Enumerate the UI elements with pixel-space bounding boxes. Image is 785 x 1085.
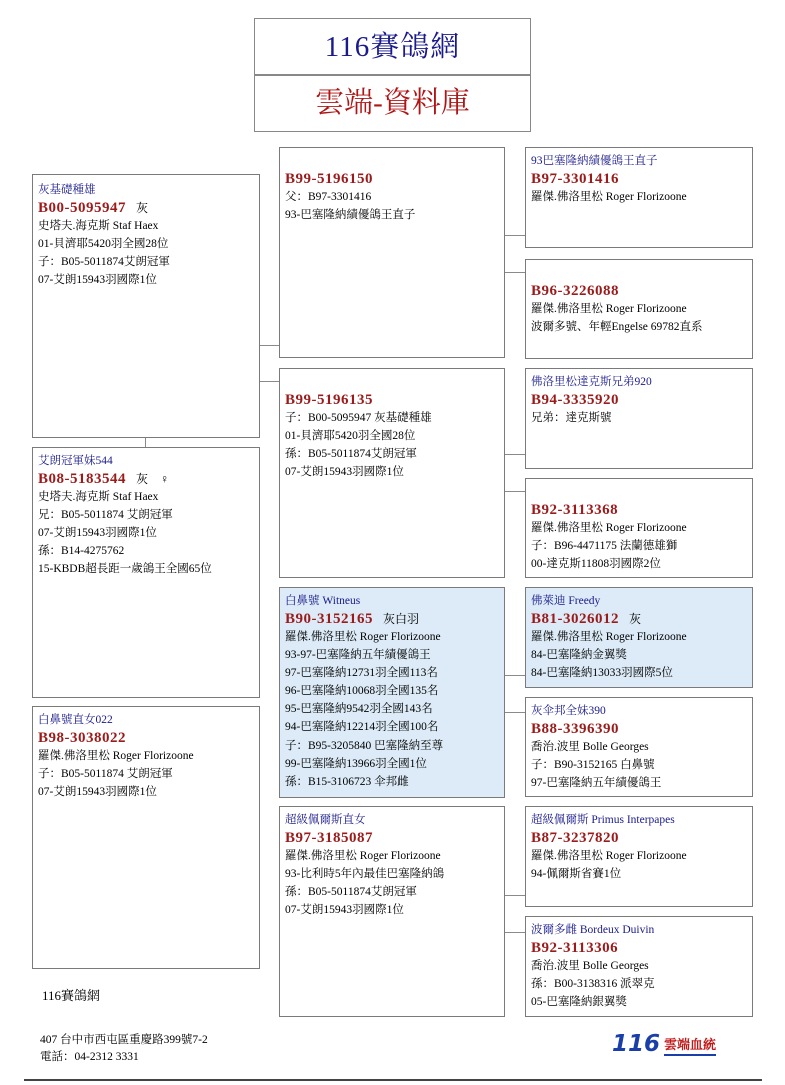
- detail-line: 07-艾朗15943羽國際1位: [38, 274, 157, 287]
- ring-number: B97-3301416: [531, 171, 619, 187]
- pigeon-name: 灰伞邦全妹390: [531, 705, 606, 717]
- detail-line: 15-KBDB超長距一歲鴿王全國65位: [38, 563, 212, 576]
- pigeon-name: 波爾多雌 Bordeux Duivin: [531, 924, 655, 936]
- pigeon-name: 佛洛里松達克斯兄弟920: [531, 376, 652, 388]
- ring-number: B92-3113368: [531, 502, 619, 518]
- pigeon-name: 佛萊迪 Freedy: [531, 595, 601, 607]
- detail-line: 95-巴塞隆納9542羽全國143名: [285, 703, 433, 716]
- pigeon-name: 白鼻號 Witneus: [285, 595, 361, 607]
- granddam-card[interactable]: [525, 916, 753, 1017]
- connector: [504, 272, 525, 273]
- pigeon-name: 白鼻號直女022: [38, 714, 113, 726]
- detail-line: 父：B97-3301416: [285, 191, 372, 203]
- detail-line: 子：B05-5011874 艾朗冠軍: [38, 768, 173, 781]
- detail-line: 羅傑.佛洛里松 Roger Florizoone: [285, 850, 441, 862]
- detail-line: 兄弟：達克斯號: [531, 412, 612, 424]
- detail-line: 07-艾朗15943羽國際1位: [285, 904, 404, 917]
- granddam-card[interactable]: [525, 697, 753, 797]
- detail-line: 羅傑.佛洛里松 Roger Florizoone: [531, 522, 687, 534]
- detail-line: 07-艾朗15943羽國際1位: [285, 466, 404, 479]
- detail-line: 07-艾朗15943羽國際1位: [38, 786, 157, 799]
- ring-number: B99-5196135: [285, 392, 373, 408]
- connector: [504, 454, 525, 455]
- detail-line: 子：B00-5095947 灰基礎種雄: [285, 412, 432, 424]
- detail-line: 孫：B14-4275762: [38, 545, 125, 558]
- detail-line: 羅傑.佛洛里松 Roger Florizoone: [285, 631, 441, 643]
- ring-number: B97-3185087: [285, 830, 373, 846]
- pigeon-name: 超級佩爾斯直女: [285, 814, 366, 826]
- grandsire-card[interactable]: [525, 147, 753, 248]
- connector: [145, 437, 146, 447]
- detail-line: 子：B96-4471175 法蘭德雄獅: [531, 540, 678, 553]
- detail-line: 子：B05-5011874艾朗冠軍: [38, 256, 170, 269]
- color-note: 灰白羽: [383, 612, 420, 626]
- brand-logo[interactable]: [612, 1030, 716, 1056]
- detail-line: 史塔夫.海克斯 Staf Haex: [38, 491, 159, 503]
- grandsire-card[interactable]: [525, 806, 753, 907]
- connector: [504, 491, 525, 492]
- grandsire-card[interactable]: [525, 368, 753, 469]
- color-note: 灰: [136, 201, 149, 215]
- pedigree-related-card[interactable]: [32, 706, 260, 969]
- detail-line: 喬治.波里 Bolle Georges: [531, 960, 649, 972]
- ring-number: B00-5095947 灰: [38, 200, 149, 216]
- detail-line: 94-佩爾斯省賽1位: [531, 868, 622, 881]
- granddam-card[interactable]: [525, 478, 753, 578]
- logo-number: 116: [612, 1031, 661, 1057]
- pedigree-subject-card[interactable]: [32, 174, 260, 438]
- detail-line: 羅傑.佛洛里松 Roger Florizoone: [38, 750, 194, 762]
- detail-line: 07-艾朗15943羽國際1位: [38, 527, 157, 540]
- detail-line: 99-巴塞隆納13966羽全國1位: [285, 757, 427, 770]
- detail-line: 01-貝濟耶5420羽全國28位: [285, 430, 416, 443]
- ring-number: B92-3113306: [531, 940, 619, 956]
- ring-number: B88-3396390: [531, 721, 619, 737]
- connector: [259, 345, 280, 346]
- phone: 電話：04-2312 3331: [40, 1051, 139, 1063]
- detail-line: 羅傑.佛洛里松 Roger Florizoone: [531, 191, 687, 203]
- detail-line: 00-達克斯11808羽國際2位: [531, 558, 661, 571]
- detail-line: 93-比利時5年內最佳巴塞隆納鴿: [285, 868, 445, 881]
- ring-number: B08-5183544 灰 ♀: [38, 471, 170, 487]
- logo-text: 雲端血統: [664, 1038, 716, 1056]
- dam-card[interactable]: [279, 806, 505, 1017]
- pigeon-name: 93巴塞隆納績優鴿王直子: [531, 155, 658, 167]
- bottom-divider: [24, 1079, 762, 1081]
- address: 407 台中市西屯區重慶路399號7-2: [40, 1034, 208, 1046]
- connector: [504, 675, 525, 676]
- detail-line: 孫：B15-3106723 伞邦雌: [285, 775, 409, 788]
- detail-line: 羅傑.佛洛里松 Roger Florizoone: [531, 631, 687, 643]
- detail-line: 喬治.波里 Bolle Georges: [531, 741, 649, 753]
- connector: [259, 381, 280, 382]
- detail-line: 93-巴塞隆納績優鴿王直子: [285, 209, 416, 222]
- detail-line: 05-巴塞隆納銀翼獎: [531, 996, 627, 1009]
- pigeon-name: 艾朗冠軍妹544: [38, 455, 113, 467]
- ring-number: B98-3038022: [38, 730, 126, 746]
- detail-line: 93-97-巴塞隆納五年績優鴿王: [285, 649, 431, 662]
- connector: [504, 932, 525, 933]
- detail-line: 羅傑.佛洛里松 Roger Florizoone: [531, 850, 687, 862]
- detail-line: 97-巴塞隆納12731羽全國113名: [285, 667, 438, 680]
- detail-line: 孫：B00-3138316 派翠克: [531, 978, 655, 991]
- detail-line: 子：B90-3152165 白鼻號: [531, 759, 655, 772]
- ring-number: B96-3226088: [531, 283, 619, 299]
- color-note: 灰: [629, 612, 642, 626]
- ring-number: B87-3237820: [531, 830, 619, 846]
- detail-line: 94-巴塞隆納12214羽全國100名: [285, 721, 439, 734]
- detail-line: 97-巴塞隆納五年績優鴿王: [531, 777, 662, 790]
- site-title: 116賽鴿網: [254, 18, 531, 76]
- ring-number: B94-3335920: [531, 392, 619, 408]
- connector: [504, 235, 525, 236]
- ring-number: B81-3026012 灰: [531, 611, 642, 627]
- detail-line: 84-巴塞隆納13033羽國際5位: [531, 667, 673, 680]
- grandsire-card-highlight[interactable]: [525, 587, 753, 688]
- connector: [504, 895, 525, 896]
- detail-line: 波爾多號、年輕Engelse 69782直系: [531, 321, 703, 334]
- detail-line: 史塔夫.海克斯 Staf Haex: [38, 220, 159, 232]
- ring-number: B99-5196150: [285, 171, 373, 187]
- ring-number: B90-3152165 灰白羽: [285, 611, 420, 627]
- database-subtitle: 雲端-資料庫: [254, 74, 531, 132]
- detail-line: 96-巴塞隆納10068羽全國135名: [285, 685, 439, 698]
- dam-card[interactable]: [279, 368, 505, 578]
- pigeon-name: 灰基礎種雄: [38, 184, 96, 196]
- pigeon-name: 超級佩爾斯 Primus Interpapes: [531, 814, 675, 826]
- detail-line: 孫：B05-5011874艾朗冠軍: [285, 886, 417, 899]
- color-note: 灰 ♀: [136, 472, 170, 486]
- connector: [504, 712, 525, 713]
- contact-info: [40, 1032, 208, 1066]
- granddam-card[interactable]: [525, 259, 753, 359]
- sire-card[interactable]: [279, 147, 505, 358]
- detail-line: 01-貝濟耶5420羽全國28位: [38, 238, 169, 251]
- footer-site-name: 116賽鴿網: [42, 988, 101, 1003]
- pedigree-sibling-card[interactable]: [32, 447, 260, 698]
- sire-card-highlight[interactable]: [279, 587, 505, 798]
- detail-line: 孫：B05-5011874艾朗冠軍: [285, 448, 417, 461]
- detail-line: 羅傑.佛洛里松 Roger Florizoone: [531, 303, 687, 315]
- detail-line: 84-巴塞隆納金翼獎: [531, 649, 627, 662]
- detail-line: 兄：B05-5011874 艾朗冠軍: [38, 509, 173, 522]
- detail-line: 子：B95-3205840 巴塞隆納至尊: [285, 739, 444, 752]
